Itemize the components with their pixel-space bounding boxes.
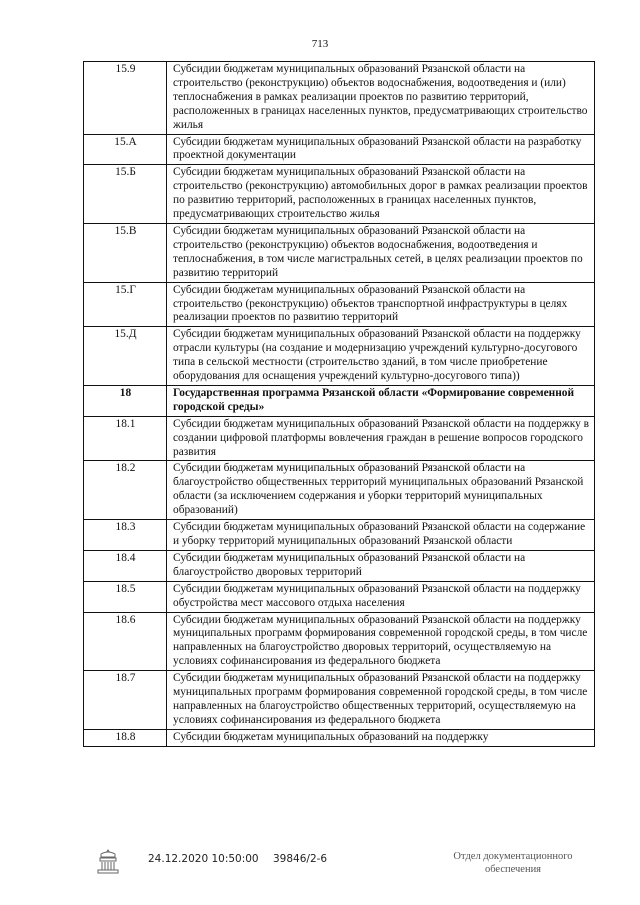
row-description: Субсидии бюджетам муниципальных образований Рязанской области на благоустройство дворовых территорий: [167, 550, 595, 581]
row-description: Субсидии бюджетам муниципальных образований Рязанской области на разработку проектной документации: [167, 134, 595, 165]
row-description: Субсидии бюджетам муниципальных образований Рязанской области на содержание и уборку территорий муниципальных образований Рязанской области: [167, 520, 595, 551]
table-row: [84, 134, 595, 165]
table-row: [84, 416, 595, 461]
row-number: 18.3: [84, 520, 167, 551]
table-row: [84, 612, 595, 671]
row-description: Субсидии бюджетам муниципальных образований Рязанской области на поддержку муниципальных программ формирования современной городской среды, в том числе направленных на благоустройство общественных территорий, осуществляемую на условиях софинансирования из федерального бюджета: [167, 671, 595, 730]
row-number: 15.А: [84, 134, 167, 165]
footer-datetime: 24.12.2020 10:50:00: [148, 853, 259, 865]
row-number: 18.6: [84, 612, 167, 671]
table-row: [84, 282, 595, 327]
table-row: [84, 550, 595, 581]
table-body: [84, 62, 595, 747]
row-number: 18.7: [84, 671, 167, 730]
budget-table: [83, 61, 595, 747]
table-row: [84, 581, 595, 612]
page-number: 713: [311, 38, 329, 50]
row-description: Субсидии бюджетам муниципальных образований Рязанской области на благоустройство общественных территорий муниципальных образований Рязанской области (за исключением содержания и уборки территорий муниципальных образований): [167, 461, 595, 520]
table-row: [84, 327, 595, 386]
table-row: [84, 461, 595, 520]
table-row: [84, 385, 595, 416]
row-description: Субсидии бюджетам муниципальных образований Рязанской области на поддержку муниципальных программ формирования современной городской среды, в том числе направленных на благоустройство дворовых территорий, осуществляемую на условиях софинансирования из федерального бюджета: [167, 612, 595, 671]
coat-of-arms-icon: [96, 848, 120, 874]
row-number: 18: [84, 385, 167, 416]
table-row: [84, 165, 595, 224]
row-number: 18.1: [84, 416, 167, 461]
table-row: [84, 223, 595, 282]
row-description: Субсидии бюджетам муниципальных образований Рязанской области на поддержку в создании цифровой платформы вовлечения граждан в решение вопросов городского развития: [167, 416, 595, 461]
row-number: 18.4: [84, 550, 167, 581]
row-number: 15.Б: [84, 165, 167, 224]
row-number: 18.5: [84, 581, 167, 612]
row-description: Субсидии бюджетам муниципальных образований Рязанской области на поддержку обустройства мест массового отдыха населения: [167, 581, 595, 612]
row-description: Субсидии бюджетам муниципальных образований Рязанской области на строительство (реконструкцию) объектов водоснабжения, водоотведения и теплоснабжения, в том числе магистральных сетей, в целях реализации проектов по развитию территорий: [167, 223, 595, 282]
table-row: [84, 671, 595, 730]
row-description: Субсидии бюджетам муниципальных образований Рязанской области на поддержку отрасли культуры (на создание и модернизацию учреждений культурно-досугового типа в сельской местности (строительство зданий, в том числе приобретение оборудования для оснащения учреждений культурно-досугового типа)): [167, 327, 595, 386]
row-description: Субсидии бюджетам муниципальных образований Рязанской области на строительство (реконструкцию) объектов транспортной инфраструктуры в целях реализации проектов по развитию территорий: [167, 282, 595, 327]
table-row: [84, 729, 595, 746]
table-row: [84, 62, 595, 135]
row-description: Государственная программа Рязанской области «Формирование современной городской среды»: [167, 385, 595, 416]
row-number: 15.Г: [84, 282, 167, 327]
table-row: [84, 520, 595, 551]
row-description: Субсидии бюджетам муниципальных образований на поддержку: [167, 729, 595, 746]
row-number: 15.9: [84, 62, 167, 135]
row-number: 18.2: [84, 461, 167, 520]
footer-doc-code: 39846/2-6: [273, 853, 328, 865]
row-description: Субсидии бюджетам муниципальных образований Рязанской области на строительство (реконструкцию) автомобильных дорог в рамках реализации проектов по развитию территорий, расположенных в границах населенных пунктов, предусматривающих строительство жилья: [167, 165, 595, 224]
footer-department-line2: обеспечения: [484, 864, 542, 875]
row-number: 15.В: [84, 223, 167, 282]
row-number: 18.8: [84, 729, 167, 746]
footer-department: [448, 850, 578, 876]
footer-department-line1: Отдел документационного: [453, 851, 573, 862]
row-number: 15.Д: [84, 327, 167, 386]
row-description: Субсидии бюджетам муниципальных образований Рязанской области на строительство (реконструкцию) объектов водоснабжения, водоотведения и (или) теплоснабжения в рамках реализации проектов по развитию территорий, расположенных в границах населенных пунктов, предусматривающих строительство жилья: [167, 62, 595, 135]
